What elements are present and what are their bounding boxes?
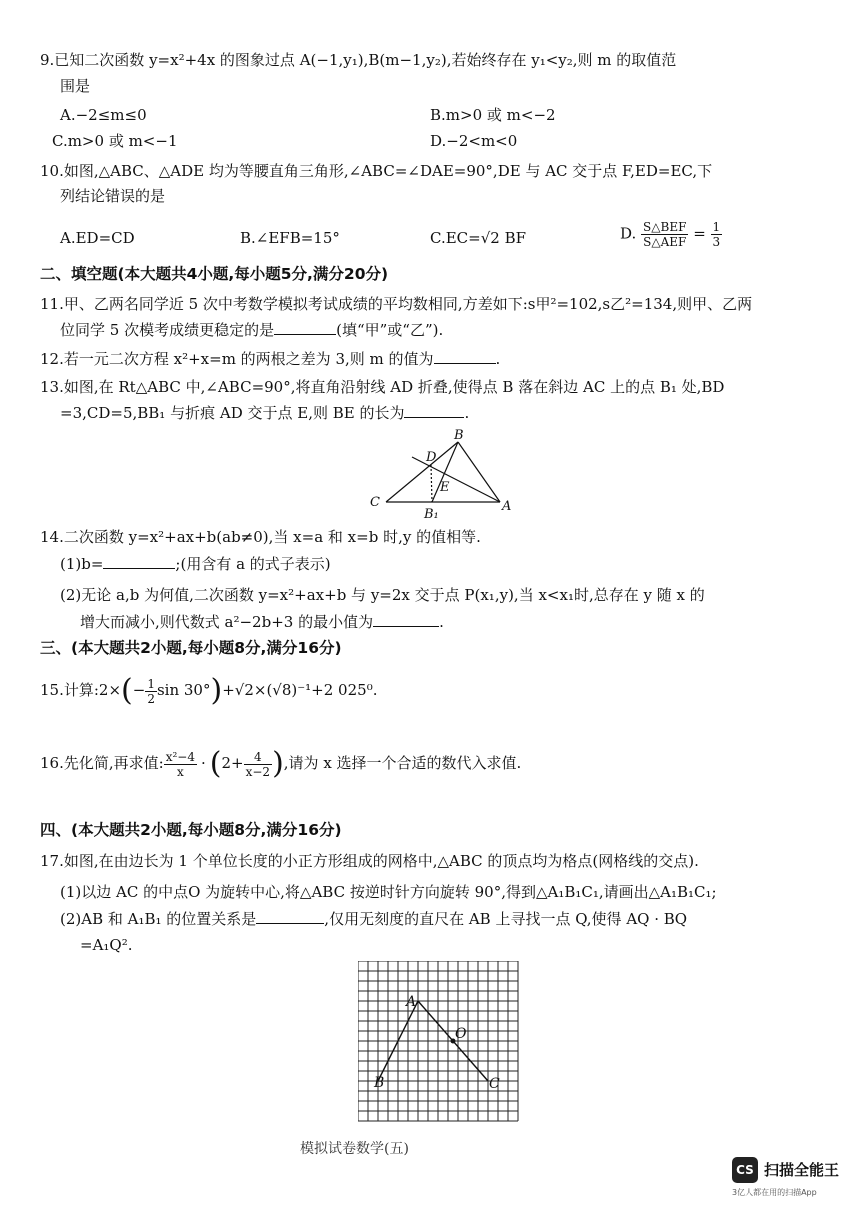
q15-line [40,675,377,706]
q15-frac-den: 2 [147,691,155,706]
q10-option-d-den: S△AEF [643,235,687,249]
q17-part2-cont: =A₁Q². [80,936,133,954]
q15-sin: sin 30° [156,681,211,699]
q17-part2-blank[interactable] [256,909,324,924]
q15-prefix: 15.计算:2× [40,681,122,699]
scanner-watermark [732,1157,842,1199]
q17-label-a: A [406,994,417,1010]
q17-part2-text: (2)AB 和 A₁B₁ 的位置关系是 [60,910,257,928]
q15-right-paren: ) [210,673,223,708]
q9-option-d: D.−2<m<0 [430,132,518,150]
section-2-heading: 二、填空题(本大题共4小题,每小题5分,满分20分) [40,265,389,283]
scanner-app-name: 扫描全能王 [764,1161,840,1179]
q9-line2: 围是 [60,77,91,95]
q13-label-a: A [502,499,512,514]
q16-prefix: 16.先化简,再求值: [40,754,164,772]
q14-part1-hint: ;(用含有 a 的式子表示) [175,555,331,573]
q16-fraction1 [164,750,197,779]
scanner-tagline: 3亿人都在用的扫描App [732,1188,817,1197]
q13-answer-blank[interactable] [404,403,464,418]
q16-fraction2 [244,750,272,779]
q16-frac2-num: 4 [244,750,272,765]
q13-label-b: B [454,428,464,443]
q9-option-c: C.m>0 或 m<−1 [52,132,178,150]
q10-ratio-num: 1 [712,220,721,234]
cs-logo-icon: CS [732,1157,758,1183]
q12-period: . [495,350,501,368]
q16-frac2-den: x−2 [245,764,271,779]
q12-text: 12.若一元二次方程 x²+x=m 的两根之差为 3,则 m 的值为 [40,350,434,368]
q17-label-b: B [374,1075,385,1091]
section-4-heading: 四、(本大题共2小题,每小题8分,满分16分) [40,821,342,839]
q12-answer-blank[interactable] [434,349,496,364]
q14-part2-text: 增大而减小,则代数式 a²−2b+3 的最小值为 [80,613,374,631]
q13-line1: 13.如图,在 Rt△ABC 中,∠ABC=90°,将直角沿射线 AD 折叠,使得点 B 落在斜边 AC 上的点 B₁ 处,BD [40,378,725,396]
q9-option-a: A.−2≤m≤0 [60,106,147,124]
q10-ratio-den: 3 [712,235,721,249]
q15-minus: − [132,681,146,699]
q16-frac1-num: x²−4 [165,749,195,764]
q14-part1-blank[interactable] [103,554,175,569]
q10-option-d-fraction [641,220,688,249]
q15-fraction [145,677,157,706]
q13-text: =3,CD=5,BB₁ 与折痕 AD 交于点 E,则 BE 的长为 [60,404,405,422]
q15-rest: +√2×(√8)⁻¹+2 025⁰. [222,681,378,699]
q11-text: 位同学 5 次模考成绩更稳定的是 [60,321,275,339]
q11-hint: (填“甲”或“乙”). [336,321,444,339]
q14-part2: (2)无论 a,b 为何值,二次函数 y=x²+ax+b 与 y=2x 交于点 P(x₁,y),当 x<x₁时,总存在 y 随 x 的 [60,586,705,604]
q16-right-paren: ) [272,746,284,781]
section-3-heading: 三、(本大题共2小题,每小题8分,满分16分) [40,639,342,657]
q16-frac1-den: x [176,764,184,779]
q11-answer-blank[interactable] [274,320,336,335]
q17-grid-figure [358,961,520,1123]
q14-part2-blank[interactable] [373,612,439,627]
q17-part2-rest: ,仅用无刻度的直尺在 AB 上寻找一点 Q,使得 AQ · BQ [324,910,688,928]
q17-label-c: C [489,1076,500,1092]
q10-option-b: B.∠EFB=15° [240,229,340,247]
q11-line1: 11.甲、乙两名同学近 5 次中考数学模拟考试成绩的平均数相同,方差如下:s甲²=102,s乙²=134,则甲、乙两 [40,295,753,313]
q15-left-paren: ( [121,673,133,708]
q16-left-paren: ( [209,746,222,781]
q10-option-d-num: S△BEF [643,220,687,234]
q13-period: . [464,404,470,422]
q12-line [40,349,500,369]
q14-part2-period: . [439,613,444,631]
q10-option-d-ratio [711,220,723,249]
q14-part2-cont [80,612,444,632]
q13-label-c: C [370,495,380,510]
q14-part1-text: (1)b= [60,555,104,573]
q10-option-d-eq: = [693,224,706,243]
q13-label-e: E [440,480,450,495]
q15-frac-num: 1 [147,676,155,691]
q10-option-a: A.ED=CD [60,229,135,247]
q13-label-d: D [426,450,437,465]
q13-triangle-figure [360,428,530,520]
q16-rest: ,请为 x 选择一个合适的数代入求值. [283,754,522,772]
q10-option-c: C.EC=√2 BF [430,229,527,247]
page-footer: 模拟试卷数学(五) [300,1141,409,1157]
q13-label-b1: B₁ [424,507,439,520]
q16-line [40,748,521,779]
q17-part1: (1)以边 AC 的中点O 为旋转中心,将△ABC 按逆时针方向旋转 90°,得到△A₁B₁C₁,请画出△A₁B₁C₁; [60,883,717,901]
q14-line1: 14.二次函数 y=x²+ax+b(ab≠0),当 x=a 和 x=b 时,y 的值相等. [40,528,481,546]
q16-dot: · [200,754,206,772]
q16-two-plus: 2+ [221,754,244,772]
q17-line1: 17.如图,在由边长为 1 个单位长度的小正方形组成的网格中,△ABC 的顶点均为格点(网格线的交点). [40,852,699,870]
q11-line2 [60,320,443,340]
q10-line2: 列结论错误的是 [60,187,166,205]
q14-part1 [60,554,331,574]
q13-side-ba [458,442,500,502]
q9-option-b: B.m>0 或 m<−2 [430,106,556,124]
q17-label-o: O [455,1026,467,1042]
q10-option-d [620,220,722,249]
q10-line1: 10.如图,△ABC、△ADE 均为等腰直角三角形,∠ABC=∠DAE=90°,DE 与 AC 交于点 F,ED=EC,下 [40,162,713,180]
q13-segment-db1 [431,465,432,502]
q10-option-d-prefix: D. [620,224,637,243]
q17-part2 [60,909,687,929]
q9-line1: 9.已知二次函数 y=x²+4x 的图象过点 A(−1,y₁),B(m−1,y₂),若始终存在 y₁<y₂,则 m 的取值范 [40,51,677,69]
q13-line2 [60,403,469,423]
